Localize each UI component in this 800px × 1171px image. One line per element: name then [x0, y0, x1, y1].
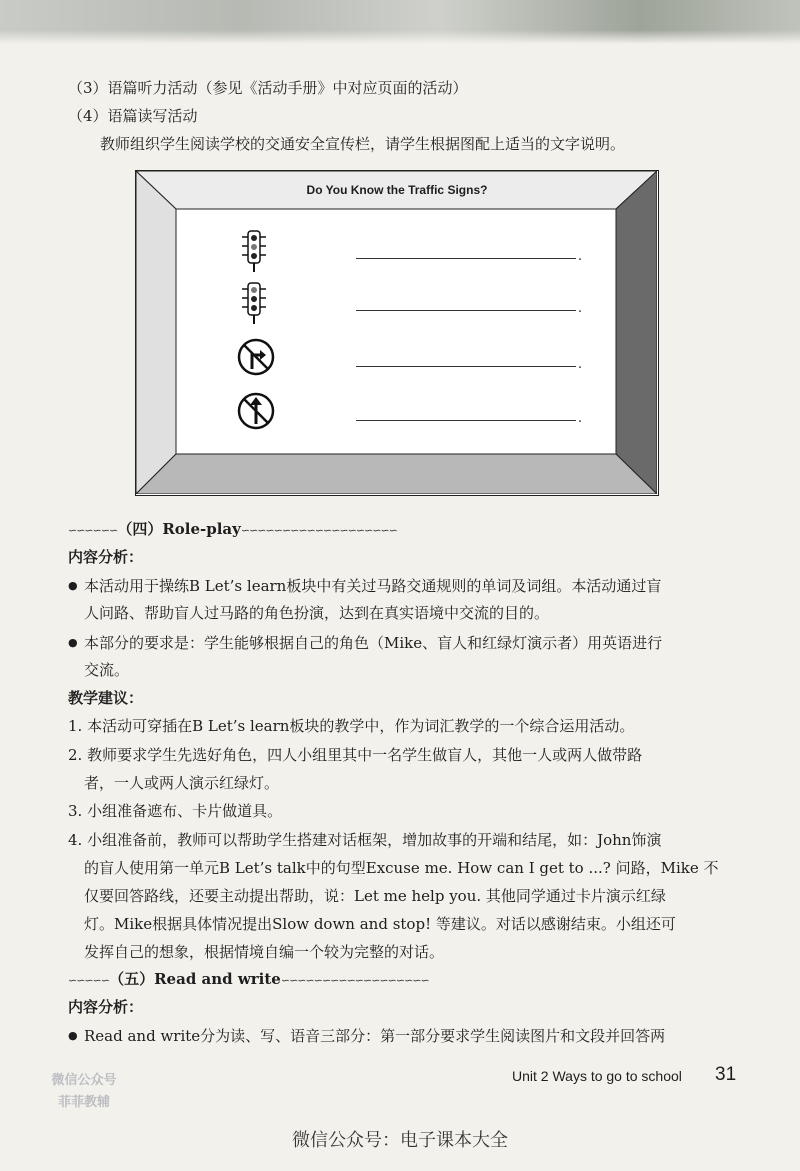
sign-row-1 — [236, 229, 576, 273]
section5-heading — [68, 969, 748, 991]
answer-blank[interactable] — [356, 310, 576, 311]
traffic-light-icon — [236, 281, 272, 325]
poster-title: Do You Know the Traffic Signs? — [306, 183, 488, 197]
no-straight-ahead-icon — [236, 391, 276, 431]
no-right-turn-icon — [236, 337, 276, 377]
sign-row-3 — [236, 337, 576, 381]
activity-instruction: 教师组织学生阅读学校的交通安全宣传栏，请学生根据图配上适当的文字说明。 — [100, 135, 626, 153]
suggestion-4-cont-1: 的盲人使用第一单元B Let’s talk中的句型Excuse me. How can I get to ...? 问路，Mike 不 — [84, 859, 719, 877]
suggestion-heading: 教学建议： — [68, 689, 144, 707]
suggestion-3: 3. 小组准备遮布、卡片做道具。 — [68, 802, 283, 820]
suggestion-4-cont-4: 发挥自己的想象，根据情境自编一个较为完整的对话。 — [84, 943, 445, 961]
analysis-heading: 内容分析： — [68, 548, 144, 566]
section4-heading — [68, 519, 748, 541]
analysis-bullet-1-cont: 人问路、帮助盲人过马路的角色扮演，达到在真实语境中交流的目的。 — [84, 604, 550, 622]
sign-row-2 — [236, 281, 576, 325]
watermark-line-1: 微信公众号 — [51, 1073, 117, 1088]
answer-blank[interactable] — [356, 366, 576, 367]
analysis-bullet-5: ● Read and write分为读、写、语音三部分：第一部分要求学生阅读图片和文段并回答两 — [84, 1026, 764, 1046]
wavy-decoration: ∽∽∽∽∽ — [68, 974, 110, 987]
traffic-signs-poster — [135, 170, 659, 496]
suggestion-4: 4. 小组准备前，教师可以帮助学生搭建对话框架，增加故事的开端和结尾，如：John饰演 — [68, 831, 662, 849]
analysis-heading-5: 内容分析： — [68, 998, 144, 1016]
analysis-bullet-2: ● 本部分的要求是：学生能够根据自己的角色（Mike、盲人和红绿灯演示者）用英语进行 — [84, 633, 764, 653]
wavy-decoration: ∽∽∽∽∽∽∽∽∽∽∽∽∽∽∽∽∽∽ — [280, 974, 429, 987]
bottom-caption: 微信公众号：电子课本大全 — [292, 1130, 508, 1151]
suggestion-4-cont-2: 仅要回答路线，还要主动提出帮助，说：Let me help you. 其他同学通过卡片演示红绿 — [84, 887, 666, 905]
reading-writing-activity: （4）语篇读写活动 — [68, 107, 198, 125]
sign-row-4 — [236, 391, 576, 435]
answer-blank[interactable] — [356, 420, 576, 421]
suggestion-2: 2. 教师要求学生先选好角色，四人小组里其中一名学生做盲人，其他一人或两人做带路 — [68, 746, 643, 764]
unit-footer: Unit 2 Ways to go to school — [512, 1068, 682, 1084]
watermark — [34, 1070, 134, 1114]
analysis-bullet-1: ● 本活动用于操练B Let’s learn板块中有关过马路交通规则的单词及词组。本活动通过盲 — [84, 576, 764, 596]
suggestion-1: 1. 本活动可穿插在B Let’s learn板块的教学中，作为词汇教学的一个综合运用活动。 — [68, 717, 635, 735]
page-number: 31 — [715, 1064, 737, 1085]
wavy-decoration: ∽∽∽∽∽∽ — [68, 524, 118, 537]
watermark-line-2: 菲菲教辅 — [57, 1095, 110, 1110]
poster-frame — [136, 171, 657, 494]
analysis-bullet-2-cont: 交流。 — [84, 661, 130, 679]
suggestion-2-cont: 者，一人或两人演示红绿灯。 — [84, 774, 280, 792]
answer-blank[interactable] — [356, 258, 576, 259]
wavy-decoration: ∽∽∽∽∽∽∽∽∽∽∽∽∽∽∽∽∽∽∽ — [240, 524, 397, 537]
listening-activity: （3）语篇听力活动（参见《活动手册》中对应页面的活动） — [68, 79, 468, 97]
section4-title: （四）Role-play — [117, 520, 241, 538]
section5-title: （五）Read and write — [109, 970, 281, 988]
suggestion-4-cont-3: 灯。Mike根据具体情况提出Slow down and stop! 等建议。对话以感谢结束。小组还可 — [84, 915, 676, 933]
traffic-light-icon — [236, 229, 272, 273]
